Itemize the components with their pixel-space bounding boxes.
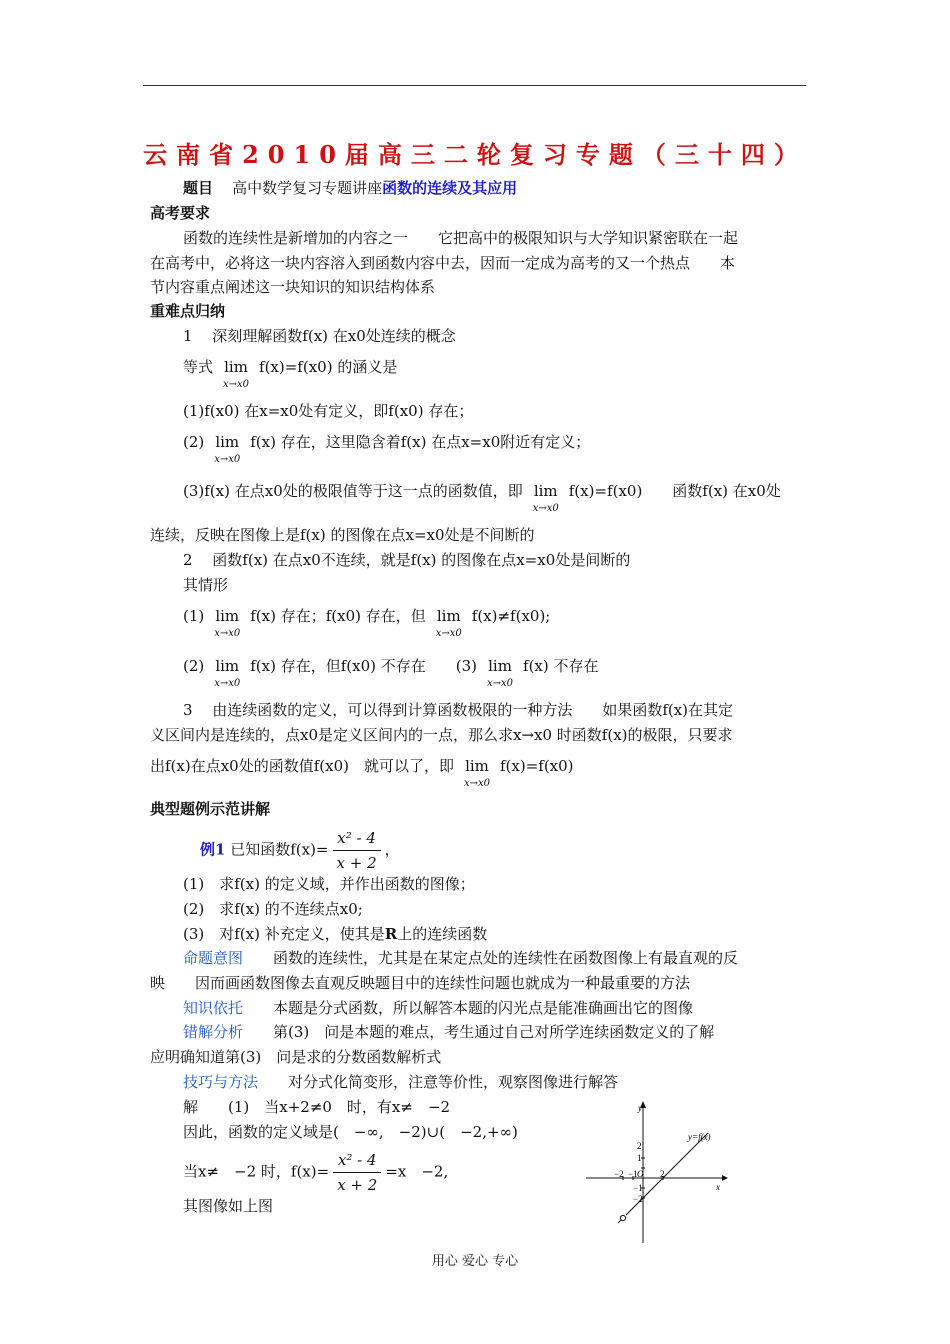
- point-3: 3 由连续函数的定义，可以得到计算函数极限的一种方法 如果函数f(x)在其定: [183, 701, 734, 719]
- lim-symbol: lim x→x0: [487, 657, 514, 689]
- knowledge-line: 知识依托 本题是分式函数，所以解答本题的闪光点是能准确画出它的图像: [183, 999, 694, 1017]
- error-line: 错解分析 第(3) 问是本题的难点，考生通过自己对所学连续函数定义的了解: [183, 1023, 715, 1041]
- x-axis-label: x: [716, 1182, 720, 1192]
- para-line: 函数的连续性是新增加的内容之一 它把高中的极限知识与大学知识紧密联在一起: [183, 229, 739, 247]
- point-3-limit: 出f(x)在点x0处的函数值f(x0) 就可以了，即 lim x→x0 f(x)=f(x0): [150, 757, 574, 789]
- topic-label: 题目: [183, 179, 214, 197]
- y-tick-label: −2: [633, 1194, 643, 1204]
- example-1: 例1 已知函数f(x)= $\frac{\text{x² - 4}}{x + 2}$ ，: [200, 829, 400, 872]
- y-tick-label: −1: [633, 1183, 643, 1193]
- lim-symbol: lim x→x0: [435, 607, 462, 639]
- y-tick-label: 1: [637, 1153, 642, 1163]
- function-label: y=f(x): [688, 1132, 711, 1142]
- header-rule: [143, 85, 806, 86]
- function-graph: [580, 1098, 730, 1248]
- x-tick-label: 2: [660, 1169, 665, 1179]
- point-2: 2 函数f(x) 在点x0不连续，就是f(x) 的图像在点x=x0处是间断的: [183, 551, 631, 569]
- condition-2: (2) lim x→x0 f(x) 存在，这里隐含着f(x) 在点x=x0附近有定义；: [183, 433, 591, 465]
- lim-symbol: lim x→x0: [214, 657, 241, 689]
- page-footer: 用心 爱心 专心: [431, 1254, 519, 1269]
- solution-4: 其图像如上图: [183, 1197, 274, 1215]
- topic-link[interactable]: 函数的连续及其应用: [382, 179, 518, 197]
- y-tick-label: 2: [637, 1141, 642, 1151]
- topic-text: 高中数学复习专题讲座: [232, 179, 383, 197]
- fraction: $\frac{\text{x² - 4}}{x + 2}$: [333, 828, 381, 873]
- discontinuity-2: (2) lim x→x0 f(x) 存在，但f(x0) 不存在 (3) lim x→x0 f(x) 不存在: [183, 657, 599, 689]
- knowledge-label: 知识依托: [183, 999, 244, 1017]
- technique-line: 技巧与方法 对分式化简变形，注意等价性，观察图像进行解答: [183, 1073, 619, 1091]
- page-title: 云南省2010届高三二轮复习专题（三十四）: [143, 140, 807, 169]
- question-1: (1) 求f(x) 的定义域，并作出函数的图像；: [183, 875, 475, 893]
- lim-symbol: lim x→x0: [463, 757, 490, 789]
- point-2-cont: 其情形: [183, 576, 229, 594]
- discontinuity-1: (1) lim x→x0 f(x) 存在；f(x0) 存在，但 lim x→x0 f(x)≠f(x0);: [183, 607, 551, 639]
- para-line: 在高考中，必将这一块内容溶入到函数内容中去，因而一定成为高考的又一个热点 本: [150, 254, 736, 272]
- error-label: 错解分析: [183, 1023, 244, 1041]
- x-tick-label: −1: [628, 1169, 638, 1179]
- heading-key-points: 重难点归纳: [150, 302, 226, 320]
- lim-symbol: lim x→x0: [214, 607, 241, 639]
- lim-symbol: lim x→x0: [214, 433, 241, 465]
- heading-gaokao: 高考要求: [150, 204, 211, 222]
- fraction: $\frac{\text{x² - 4}}{x + 2}$: [333, 1150, 381, 1195]
- point-1: 1 深刻理解函数f(x) 在x0处连续的概念: [183, 327, 456, 345]
- point-3-cont: 义区间内是连续的，点x0是定义区间内的一点，那么求x→x0 时函数f(x)的极限，只要求: [150, 726, 733, 744]
- y-axis-label: y: [638, 1103, 642, 1113]
- hole-point: [620, 1215, 625, 1220]
- condition-1: (1)f(x0) 在x=x0处有定义，即f(x0) 存在；: [183, 402, 474, 420]
- solution-1: 解 (1) 当x+2≠0 时，有x≠ −2: [183, 1098, 451, 1116]
- intent-line: 命题意图 函数的连续性，尤其是在某定点处的连续性在函数图像上有最直观的反: [183, 949, 739, 967]
- x-tick-label: −2: [614, 1169, 624, 1179]
- question-2: (2) 求f(x) 的不连续点x0;: [183, 900, 363, 918]
- origin-label: O: [637, 1169, 644, 1179]
- technique-label: 技巧与方法: [183, 1073, 259, 1091]
- example-label: 例1: [200, 840, 226, 859]
- limit-equation: 等式 lim x→x0 f(x)=f(x0) 的涵义是: [183, 358, 398, 390]
- x-axis-arrow: [722, 1175, 728, 1181]
- solution-3: 当x≠ −2 时，f(x)= $\frac{\text{x² - 4}}{x + 2}$ =x −2,: [183, 1151, 449, 1194]
- para-line: 节内容重点阐述这一块知识的知识结构体系: [150, 278, 436, 296]
- lim-symbol: lim x→x0: [223, 358, 250, 390]
- lim-symbol: lim x→x0: [532, 482, 559, 514]
- condition-3: (3)f(x) 在点x0处的极限值等于这一点的函数值，即 lim x→x0 f(x)=f(x0) 函数f(x) 在x0处: [183, 482, 781, 514]
- topic-line: [183, 179, 517, 197]
- heading-examples: 典型题例示范讲解: [150, 800, 271, 818]
- error-line-cont: 应明确知道第(3) 问是求的分数函数解析式: [150, 1048, 442, 1066]
- intent-line-cont: 映 因而画函数图像去直观反映题目中的连续性问题也就成为一种最重要的方法: [150, 974, 691, 992]
- question-3: (3) 对f(x) 补充定义，使其是R上的连续函数: [183, 925, 488, 943]
- condition-3-cont: 连续，反映在图像上是f(x) 的图像在点x=x0处是不间断的: [150, 526, 535, 544]
- intent-label: 命题意图: [183, 949, 244, 967]
- solution-2: 因此，函数的定义域是( −∞, −2)∪( −2,+∞): [183, 1123, 518, 1141]
